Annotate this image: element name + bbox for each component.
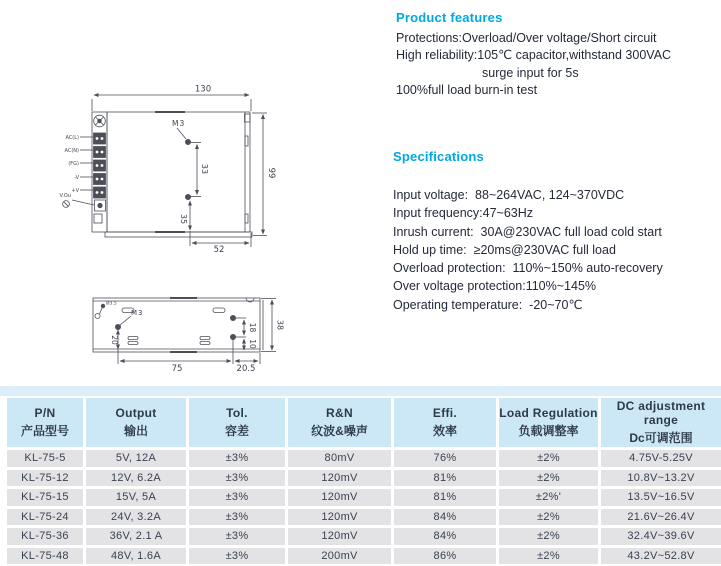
cell-dc-range: 4.75V-5.25V (601, 450, 721, 467)
screw-size-label: M3 (131, 309, 144, 317)
terminal-block-strip (94, 133, 106, 198)
cell-tolerance: ±3% (189, 450, 285, 467)
mounting-screw (185, 139, 190, 144)
bottom-view-drawing (75, 283, 290, 383)
mounting-screw (230, 334, 235, 339)
table-top-band (0, 386, 721, 396)
cell-pn: KL-75-48 (7, 548, 83, 565)
cell-ripple: 120mV (288, 470, 391, 487)
dim-hole-gap-label: 33 (200, 163, 209, 175)
specifications-section (393, 149, 663, 314)
terminal-label-minus-v: -V (74, 175, 79, 181)
cell-pn: KL-75-15 (7, 489, 83, 506)
cell-efficiency: 76% (394, 450, 496, 467)
cell-load-regulation: ±2% (499, 509, 598, 526)
cell-dc-range: 13.5V~16.5V (601, 489, 721, 506)
spec-line-over-voltage-protection: Over voltage protection:110%~145% (393, 279, 597, 294)
dim-height-label: 99 (266, 167, 276, 179)
spec-line-operating-temperature: Operating temperature: -20~70℃ (393, 297, 583, 312)
table-row (0, 489, 721, 506)
column-header-dc-adjustment: DC adjustment range Dc可调范围 (601, 398, 721, 447)
terminal-label-fg: (FG) (68, 161, 79, 167)
table-row (0, 470, 721, 487)
product-features-section (396, 10, 671, 100)
dim-span-label: 75 (171, 364, 183, 374)
cell-output: 15V, 5A (86, 489, 186, 506)
table-row (0, 509, 721, 526)
cell-efficiency: 84% (394, 509, 496, 526)
cell-pn: KL-75-12 (7, 470, 83, 487)
dim-width-label: 130 (194, 84, 212, 95)
terminal-label-acn: AC(N) (64, 148, 79, 154)
spec-line-input-frequency: Input frequency:47~63Hz (393, 206, 534, 221)
feature-line: 100%full load burn-in test (396, 83, 538, 98)
terminal-label-acl: AC(L) (65, 135, 79, 141)
cell-ripple: 80mV (288, 450, 391, 467)
cell-dc-range: 21.6V~26.4V (601, 509, 721, 526)
dim-depth-label: 38 (275, 319, 285, 331)
cell-tolerance: ±3% (189, 548, 285, 565)
dim-left-label: 20 (110, 335, 119, 345)
cell-pn: KL-75-24 (7, 509, 83, 526)
model-spec-table (0, 386, 721, 564)
column-header-ripple-noise: R&N 纹波&噪声 (288, 398, 391, 447)
cell-output: 12V, 6.2A (86, 470, 186, 487)
cell-output: 36V, 2.1 A (86, 528, 186, 545)
cell-tolerance: ±3% (189, 528, 285, 545)
table-row (0, 450, 721, 467)
spec-line-inrush-current: Inrush current: 30A@230VAC full load cold start (393, 224, 662, 239)
cell-output: 5V, 12A (86, 450, 186, 467)
cell-ripple: 200mV (288, 548, 391, 565)
cell-load-regulation: ±2% (499, 548, 598, 565)
cell-ripple: 120mV (288, 489, 391, 506)
terminal-label-plus-v: +V (71, 188, 79, 194)
terminal-label-vadj: V.Ou (59, 193, 71, 199)
specifications-heading: Specifications (393, 149, 484, 164)
cell-output: 48V, 1.6A (86, 548, 186, 565)
mounting-screw (115, 324, 120, 329)
table-header-row (0, 398, 721, 447)
dim-hole-bottom-label: 35 (179, 213, 188, 225)
cell-output: 24V, 3.2A (86, 509, 186, 526)
cell-load-regulation: ±2% (499, 470, 598, 487)
features-heading: Product features (396, 10, 503, 25)
screw-size-label: M3 (172, 119, 186, 128)
dim-r-upper-label: 18 (248, 322, 257, 333)
mounting-screw (185, 194, 190, 199)
column-header-load-regulation: Load Regulation 负载调整率 (499, 398, 598, 447)
cell-load-regulation: ±2%' (499, 489, 598, 506)
feature-line: Protections:Overload/Over voltage/Short circuit (396, 31, 657, 45)
cell-load-regulation: ±2% (499, 528, 598, 545)
column-header-output: Output 输出 (86, 398, 186, 447)
spec-line-hold-up-time: Hold up time: ≥20ms@230VAC full load (393, 242, 616, 257)
cell-tolerance: ±3% (189, 470, 285, 487)
table-row (0, 548, 721, 565)
pilot-hole (101, 304, 105, 308)
cell-ripple: 120mV (288, 528, 391, 545)
cell-load-regulation: ±2% (499, 450, 598, 467)
front-view-drawing (55, 78, 290, 278)
dim-right-label: 20.5 (236, 364, 256, 374)
dim-r-lower-label: 10 (248, 339, 257, 349)
cell-tolerance: ±3% (189, 509, 285, 526)
cell-pn: KL-75-36 (7, 528, 83, 545)
cell-efficiency: 81% (394, 489, 496, 506)
dim-hole-right-label: 52 (213, 245, 225, 255)
cell-efficiency: 81% (394, 470, 496, 487)
column-header-tolerance: Tol. 容差 (189, 398, 285, 447)
column-header-efficiency: Effi. 效率 (394, 398, 496, 447)
cell-dc-range: 43.2V~52.8V (601, 548, 721, 565)
table-row (0, 528, 721, 545)
cell-dc-range: 10.8V~13.2V (601, 470, 721, 487)
cell-efficiency: 84% (394, 528, 496, 545)
cell-efficiency: 86% (394, 548, 496, 565)
cell-pn: KL-75-5 (7, 450, 83, 467)
spec-line-overload-protection: Overload protection: 110%~150% auto-recovery (393, 261, 663, 276)
feature-line: High reliability:105℃ capacitor,withstand 300VAC (396, 48, 672, 63)
mounting-screw (230, 315, 235, 320)
column-header-pn: P/N 产品型号 (7, 398, 83, 447)
spec-line-input-voltage: Input voltage: 88~264VAC, 124~370VDC (393, 188, 625, 202)
cell-ripple: 120mV (288, 509, 391, 526)
cell-dc-range: 32.4V~39.6V (601, 528, 721, 545)
hole-diameter-label: Ø3.5 (106, 301, 117, 307)
feature-line: surge input for 5s (482, 65, 579, 80)
cell-tolerance: ±3% (189, 489, 285, 506)
